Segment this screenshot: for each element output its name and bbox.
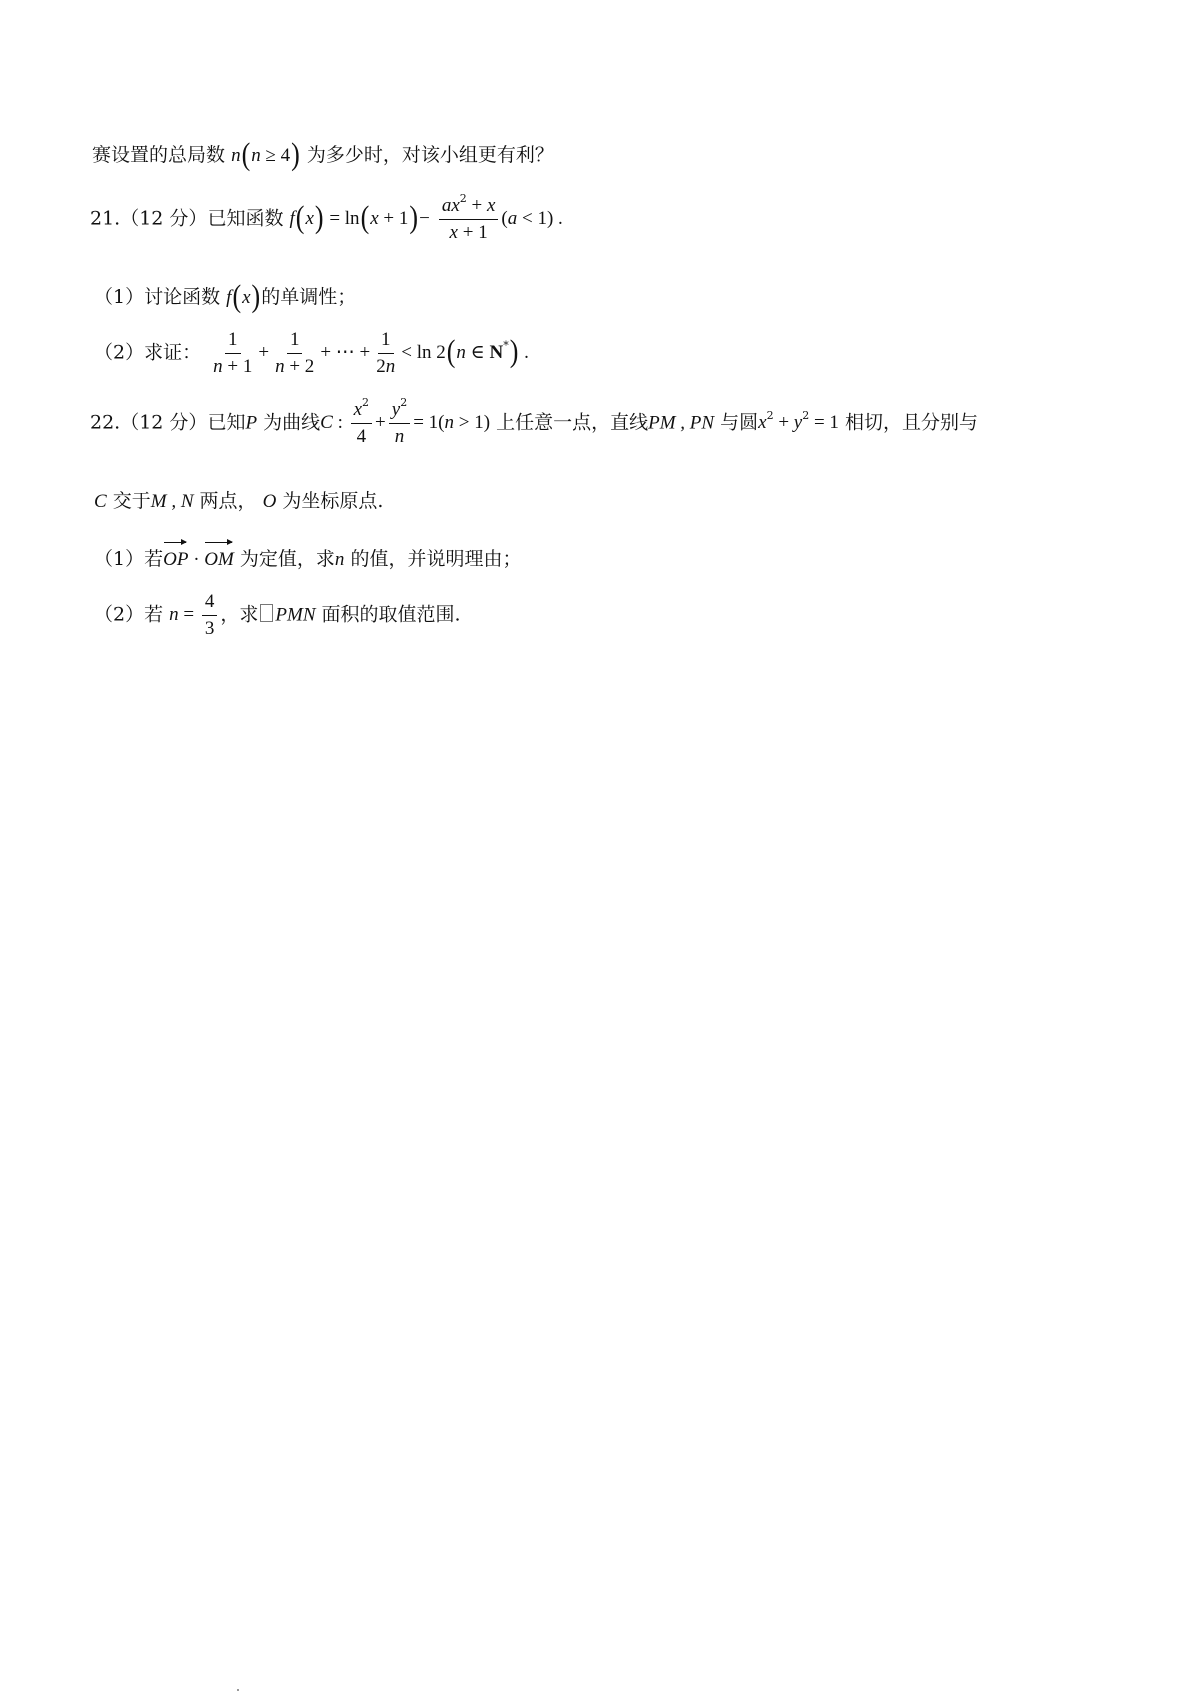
q22-dot-product: OP · OM (163, 549, 234, 570)
q22-part1-b: 为定值，求 (239, 548, 335, 570)
q22-part2-eq: n = $\frac{4}{3}$ (169, 603, 220, 625)
q21-part1-func: f(x) (226, 279, 261, 314)
q21-part2-label: （2） (94, 341, 145, 364)
q22-part1-n: n (334, 549, 345, 570)
q22-part1-label: （1） (94, 548, 145, 570)
missing-glyph-box (260, 604, 273, 622)
q22-part2-a: 若 (144, 603, 164, 626)
footer-dot (237, 1689, 239, 1691)
q21-number: 21. (90, 207, 121, 230)
q22-curve: C : $\frac{x^2}{4}$ + $\frac{y^2}{n}$ = 1(n > 1) (320, 396, 491, 447)
intro-text-a: 赛设置的总局数 (92, 144, 226, 166)
q22-text-d: 与圆 (720, 411, 759, 434)
q22-part1 (94, 544, 521, 571)
q22-line2 (94, 486, 383, 513)
intro-text-b: 为多少时，对该小组更有利？ (306, 144, 554, 166)
q21-stem (90, 192, 563, 243)
q21-part1-text-a: 讨论函数 (144, 286, 221, 308)
q22-line2-a: 交于 (112, 490, 151, 512)
q22-number: 22. (90, 411, 121, 434)
q21-score: （12 分） (120, 207, 208, 230)
q22-part2-label: （2） (94, 603, 145, 626)
q21-part2-text: 求证： (144, 341, 202, 364)
q22-stem (90, 396, 978, 447)
q22-line2-o: O (262, 491, 277, 512)
q21-lead: 已知函数 (207, 207, 284, 230)
q22-line2-mn: M , N (150, 491, 194, 512)
q22-line2-b: 两点， (199, 490, 257, 512)
q22-point-p: P (245, 412, 258, 434)
q22-text-b: 为曲线 (263, 411, 321, 434)
q22-score: （12 分） (120, 411, 208, 434)
q22-line2-c2: 为坐标原点. (282, 490, 384, 512)
q22-part2-b: ，求 (220, 603, 259, 626)
q21-fraction: $\frac{ax^2 + x}{x + 1}$ (439, 196, 499, 243)
q22-circle: $x^2 + y^2 = 1$ (758, 409, 839, 434)
q22-text-c: 上任意一点，直线 (496, 411, 649, 434)
q21-part1-text-b: 的单调性； (261, 286, 357, 308)
q22-lines: PM , PN (648, 412, 715, 434)
q21-part1 (94, 279, 357, 314)
q21-function: f(x) = ln(x + 1)− $\frac{ax^2 + x}{x + 1}$ (a < 1) . (289, 192, 563, 243)
q22-text-e: 相切，且分别与 (844, 411, 978, 434)
q22-part2 (94, 592, 461, 639)
q22-part1-a: 若 (144, 548, 164, 570)
q21-part2 (94, 330, 529, 377)
intro-line: 赛设置的总局数 n(n ≥ 4) 为多少时，对该小组更有利？ (92, 137, 554, 172)
q22-part2-c: 面积的取值范围. (321, 603, 461, 626)
q22-part2-tri: PMN (275, 604, 316, 626)
q22-text-a: 已知 (207, 411, 246, 434)
q22-line2-c: C (94, 491, 107, 512)
intro-math: n (231, 145, 241, 166)
q21-part1-label: （1） (94, 286, 145, 308)
q21-inequality: $\frac{1}{n + 1}$ + $\frac{1}{n + 2}$ + ⋯ + $\frac{1}{2n}$ < ln 2(n ∈ N*) . (213, 329, 529, 377)
q22-part1-c: 的值，并说明理由； (350, 548, 522, 570)
